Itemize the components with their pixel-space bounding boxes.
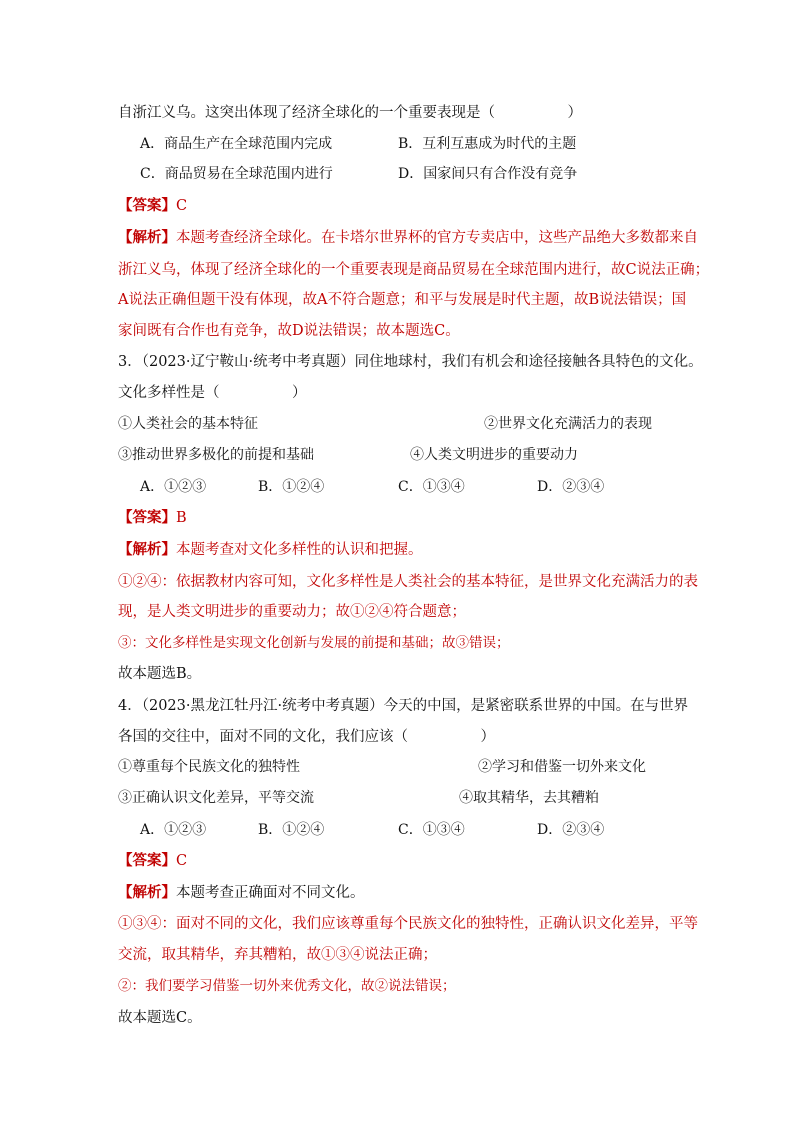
q4-explain-line-1: ①③④：面对不同的文化，我们应该尊重每个民族文化的独特性，正确认识文化差异，平等	[118, 916, 698, 932]
analysis-text: 本题考查对文化多样性的认识和把握。	[176, 542, 423, 558]
q2-option-a: A．商品生产在全球范围内完成	[140, 136, 333, 152]
q4-item-2: ②学习和借鉴一切外来文化	[478, 759, 646, 775]
q2-analysis-line-1	[118, 228, 698, 248]
q4-option-b: B．①②④	[258, 822, 325, 838]
q4-option-a: A．①②③	[140, 822, 207, 838]
q4-conclusion: 故本题选C。	[118, 1010, 202, 1026]
q4-item-3: ③正确认识文化差异，平等交流	[118, 790, 314, 806]
q3-explain-line-3: ③：文化多样性是实现文化创新与发展的前提和基础；故③错误；	[118, 635, 510, 651]
q3-explain-line-1: ①②④：依据教材内容可知，文化多样性是人类社会的基本特征，是世界文化充满活力的表	[118, 574, 698, 590]
q4-answer	[118, 851, 187, 871]
q4-option-c: C．①③④	[398, 822, 465, 838]
q4-item-1: ①尊重每个民族文化的独特性	[118, 759, 300, 775]
answer-value: C	[176, 198, 188, 214]
q3-option-d: D．②③④	[537, 479, 605, 495]
q3-item-1: ①人类社会的基本特征	[118, 416, 258, 432]
q4-stem-line-2: 各国的交往中，面对不同的文化，我们应该（ ）	[118, 729, 495, 745]
analysis-label: 【解析】	[118, 541, 176, 558]
answer-value: B	[176, 510, 187, 526]
q4-explain-line-2: 交流，取其精华，弃其糟粕，故①③④说法正确；	[118, 947, 437, 963]
q4-explain-line-3: ②：我们要学习借鉴一切外来优秀文化，故②说法错误；	[118, 978, 456, 994]
q3-analysis	[118, 540, 423, 560]
answer-label: 【答案】	[118, 509, 176, 526]
q3-item-3: ③推动世界多极化的前提和基础	[118, 447, 314, 463]
q3-conclusion: 故本题选B。	[118, 666, 202, 682]
q2-option-b: B．互利互惠成为时代的主题	[398, 136, 577, 152]
q2-stem: 自浙江义乌。这突出体现了经济全球化的一个重要表现是（ ）	[118, 105, 582, 121]
q4-analysis	[118, 883, 365, 903]
q3-option-b: B．①②④	[258, 479, 325, 495]
q2-analysis-line-3: A说法正确但题干没有体现，故A不符合题意；和平与发展是时代主题，故B说法错误；国	[118, 292, 687, 308]
answer-value: C	[176, 853, 188, 869]
analysis-label: 【解析】	[118, 229, 176, 246]
answer-label: 【答案】	[118, 852, 176, 869]
q2-answer	[118, 196, 187, 216]
q3-item-2: ②世界文化充满活力的表现	[484, 416, 652, 432]
q4-option-d: D．②③④	[537, 822, 605, 838]
q3-option-a: A．①②③	[140, 479, 207, 495]
q3-explain-line-2: 现，是人类文明进步的重要动力；故①②④符合题意；	[118, 604, 466, 620]
q2-option-c: C．商品贸易在全球范围内进行	[140, 166, 333, 182]
q3-option-c: C．①③④	[398, 479, 465, 495]
q4-stem-line-1: 4．（2023·黑龙江牡丹江·统考中考真题）今天的中国，是紧密联系世界的中国。在与世界	[118, 698, 689, 714]
q3-answer	[118, 508, 187, 528]
analysis-label: 【解析】	[118, 884, 176, 901]
q2-analysis-line-4: 家间既有合作也有竞争，故D说法错误；故本题选C。	[118, 323, 460, 339]
q3-stem-line-1: 3．（2023·辽宁鞍山·统考中考真题）同住地球村，我们有机会和途径接触各具特色的文化。	[118, 354, 703, 370]
q3-stem-line-2: 文化多样性是（ ）	[118, 385, 307, 401]
answer-label: 【答案】	[118, 197, 176, 214]
q2-analysis-line-2: 浙江义乌，体现了经济全球化的一个重要表现是商品贸易在全球范围内进行，故C说法正确；	[118, 262, 710, 278]
q3-item-4: ④人类文明进步的重要动力	[410, 447, 578, 463]
q4-item-4: ④取其精华，去其糟粕	[459, 790, 599, 806]
q2-option-d: D．国家间只有合作没有竞争	[398, 166, 578, 182]
analysis-text: 本题考查正确面对不同文化。	[176, 885, 365, 901]
analysis-text: 本题考查经济全球化。在卡塔尔世界杯的官方专卖店中，这些产品绝大多数都来自	[176, 230, 698, 246]
